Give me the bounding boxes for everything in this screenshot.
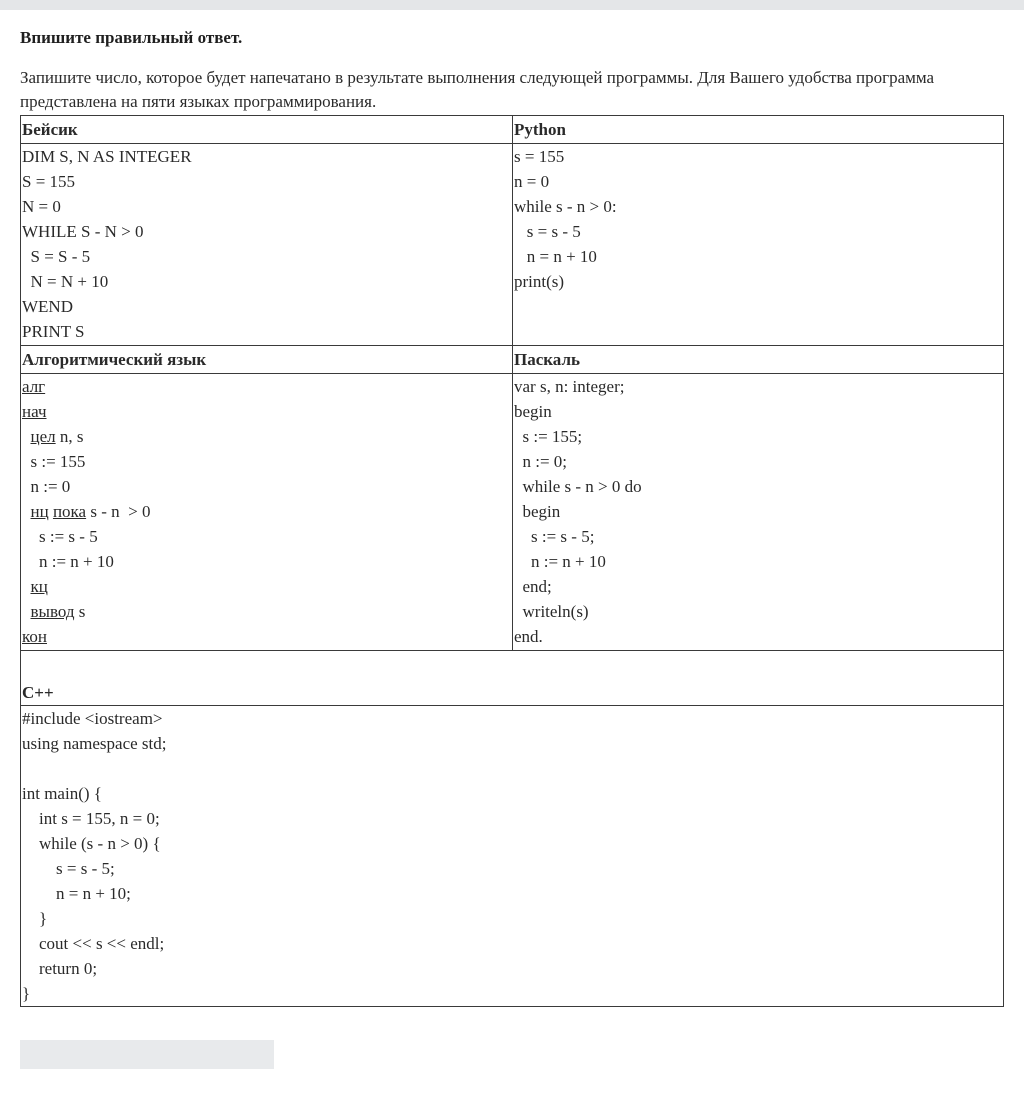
basic-code: [21, 144, 513, 346]
code-line: [22, 624, 512, 649]
pascal-code: [513, 374, 1003, 651]
basic-header: Бейсик: [21, 116, 513, 144]
task-question: Запишите число, которое будет напечатано в результате выполнения следующей программы. Для Вашего удобства программа представлена на пяти языках программирования.: [20, 68, 935, 111]
code-table: [20, 115, 1004, 1007]
keyword: кц: [30, 577, 48, 596]
code-line: N = 0: [22, 197, 61, 216]
code-text: s - n > 0: [86, 502, 151, 521]
code-line: [22, 399, 512, 424]
code-line: var s, n: integer;: [514, 377, 625, 396]
cpp-code: [21, 706, 1003, 1006]
code-line: [22, 374, 512, 399]
code-line: WEND: [22, 297, 73, 316]
code-line: return 0;: [22, 959, 98, 978]
code-line: [22, 424, 512, 449]
alg-header: Алгоритмический язык: [21, 346, 513, 374]
code-line: begin: [514, 502, 561, 521]
code-line: WHILE S - N > 0: [22, 222, 144, 241]
code-line: }: [22, 984, 31, 1003]
code-line: [22, 499, 512, 524]
code-line: print(s): [514, 272, 565, 291]
code-line: s = 155: [514, 147, 565, 166]
code-line: writeln(s): [514, 602, 589, 621]
code-line: n = 0: [514, 172, 550, 191]
code-line: [22, 756, 1003, 781]
code-line: S = 155: [22, 172, 76, 191]
pascal-header: Паскаль: [513, 346, 1003, 374]
task-heading: Впишите правильный ответ.: [20, 28, 243, 47]
code-line: }: [22, 909, 48, 928]
code-line: n := 0: [22, 477, 71, 496]
keyword: вывод: [30, 602, 75, 621]
code-line: using namespace std;: [22, 734, 167, 753]
code-text: n, s: [55, 427, 84, 446]
code-line: s := s - 5;: [514, 527, 595, 546]
code-row-1: [21, 144, 1003, 346]
code-line: s := 155: [22, 452, 86, 471]
code-line: n = n + 10;: [22, 884, 131, 903]
code-line: int s = 155, n = 0;: [22, 809, 160, 828]
keyword: пока: [52, 502, 87, 521]
top-bar: [0, 0, 1024, 10]
code-row-2: [21, 374, 1003, 651]
header-row-2: [21, 346, 1003, 374]
code-line: n := n + 10: [514, 552, 606, 571]
keyword: нач: [22, 402, 47, 421]
code-line: n := 0;: [514, 452, 568, 471]
code-line: n = n + 10: [514, 247, 597, 266]
code-line: s = s - 5;: [22, 859, 115, 878]
code-line: n := n + 10: [22, 552, 114, 571]
code-line: [22, 599, 512, 624]
code-line: PRINT S: [22, 322, 85, 341]
code-line: s := 155;: [514, 427, 583, 446]
answer-input[interactable]: [20, 1040, 274, 1069]
keyword: алг: [22, 377, 46, 396]
alg-code: [21, 374, 513, 651]
code-line: N = N + 10: [22, 272, 109, 291]
code-line: while s - n > 0 do: [514, 477, 642, 496]
code-line: begin: [514, 402, 552, 421]
python-code: [513, 144, 1003, 346]
code-line: cout << s << endl;: [22, 934, 165, 953]
code-line: #include <iostream>: [22, 709, 163, 728]
cpp-header-label: C++: [22, 683, 54, 702]
keyword: цел: [30, 427, 56, 446]
keyword: нц: [30, 502, 49, 521]
code-line: while s - n > 0:: [514, 197, 617, 216]
code-line: DIM S, N AS INTEGER: [22, 147, 192, 166]
code-line: end;: [514, 577, 552, 596]
code-text: s: [74, 602, 86, 621]
header-row-1: [21, 116, 1003, 144]
code-line: S = S - 5: [22, 247, 91, 266]
code-line: s := s - 5: [22, 527, 98, 546]
code-line: [22, 574, 512, 599]
code-line: int main() {: [22, 784, 102, 803]
code-line: while (s - n > 0) {: [22, 834, 161, 853]
cpp-header: [21, 651, 1003, 706]
code-line: s = s - 5: [514, 222, 581, 241]
code-line: end.: [514, 627, 543, 646]
keyword: кон: [22, 627, 47, 646]
python-header: Python: [513, 116, 1003, 144]
